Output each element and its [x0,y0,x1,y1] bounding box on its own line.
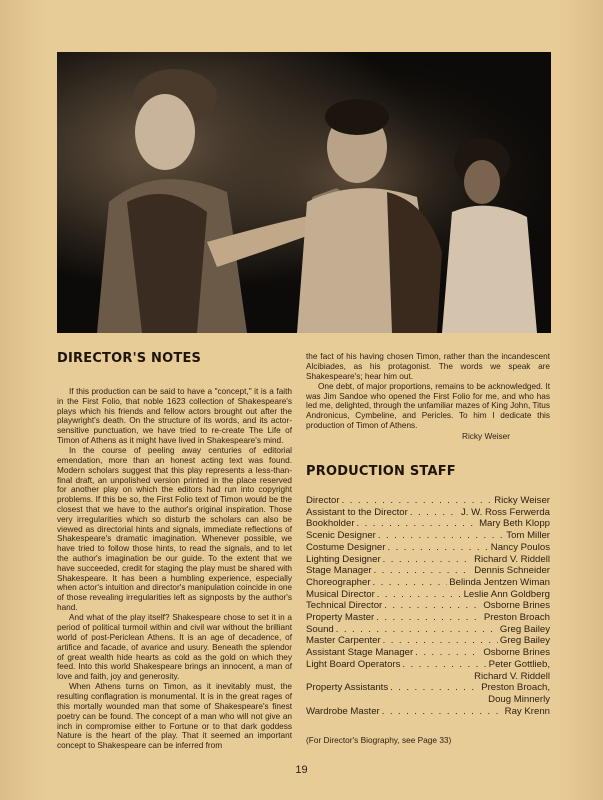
notes-paragraph: If this production can be said to have a "concept," it is a faith in the First Folio, that noble 1623 collection of Shakespeare's plays which his friends and fellow actors brought out after the playwright's death. On the structure of its words, and its actor-sensitive punctuation, we have tried to re-create The Life of Timon of Athens as it might have lived in Shakespeare's mind. [57,387,292,445]
staff-row-continuation: Doug Minnerly [488,693,550,705]
directors-notes-column-1 [57,387,292,751]
staff-row: Sound . . . Greg Bailey [306,624,550,636]
notes-paragraph: And what of the play itself? Shakespeare chose to set it in a period of political turmoil within and civil war without the brilliant world of post-Periclean Athens. It is an age of decadence, of artifice and facade, of avarice and usury. Beneath the splendor of great wealth hide hearts as cold as the gold on which they feed. Into this world Shakespeare brings an innocent, a man of love and faith, joy and generosity. [57,613,292,682]
staff-row: Scenic Designer . . . Tom Miller [306,530,550,542]
staff-row: Stage Manager . . . Dennis Schneider [306,565,550,577]
director-signature: Ricky Weiser [462,431,510,441]
staff-row: Director . . . Ricky Weiser [306,495,550,507]
notes-paragraph: In the course of peeling away centuries of editorial emendation, more than an honest acting text was found. Modern scholars suggest that this play represents a less-than-final draft, an unpolished version printed in the place reserved for another play on which the editors had run into copyright problems. If this be so, the First Folio text of Timon would be the closest that we have to the author's original inspiration. Those very irregularities which so disturb the scholars can also be viewed as directorial hints and signals, immediate reflections of Shakespeare's dramatic imagination. Whenever possible, we have tried to follow those hints, to read the signals, and to let the author's imagination be our guide. To the extent that we have succeeded, credit for staging the play must be shared with Shakespeare. It has been a humbling experience, especially when actor's intuition and director's manipulation coincide in one of those revealing irregularities left as signposts by the author's hand. [57,446,292,613]
staff-row: Light Board Operators . . . Peter Gottlieb, [306,659,550,671]
page-number: 19 [295,764,308,776]
staff-row-continuation: Richard V. Riddell [474,670,550,682]
stage-photo-image [57,52,551,333]
notes-paragraph: One debt, of major proportions, remains to be acknowledged. It was Jim Sandoe who opened the First Folio for me, and who has led me, delighted, through the unfamiliar mazes of King John, Titus Andronicus, Cymbeline, and Pericles. To him I dedicate this production of Timon of Athens. [306,381,550,431]
stage-photo [57,52,551,333]
staff-row: Choreographer . . . Belinda Jentzen Wiman [306,577,550,589]
staff-row: Bookholder . . . Mary Beth Klopp [306,518,550,530]
staff-row: Musical Director . . . Leslie Ann Goldberg [306,589,550,601]
biography-note: (For Director's Biography, see Page 33) [306,735,452,745]
staff-row: Property Assistants . . . Preston Broach, [306,682,550,694]
staff-row: Property Master . . . Preston Broach [306,612,550,624]
staff-row: Master Carpenter . . . Greg Bailey [306,635,550,647]
directors-notes-heading: DIRECTOR'S NOTES [57,350,202,367]
notes-paragraph: When Athens turns on Timon, as it inevitably must, the resulting conflagration is monumental. It is in the great rages of this mortally wounded man that some of Shakespeare's finest poetry can be found. The concept of a man who will not give an inch in compromise either to Fortune or to that dark goddess Nature is the heart of the play. That it seemed an important concept to Shakespeare can be inferred from [57,682,292,751]
directors-notes-column-2 [306,352,550,442]
production-staff-list [306,495,550,717]
notes-paragraph: the fact of his having chosen Timon, rather than the incandescent Alcibiades, as his protagonist. The words we speak are Shakespeare's; hear him out. [306,352,550,381]
staff-row: Costume Designer . . . Nancy Poulos [306,542,550,554]
production-staff-heading: PRODUCTION STAFF [306,463,456,480]
staff-row: Assistant to the Director . . . J. W. Ross Ferwerda [306,507,550,519]
staff-row: Technical Director . . . Osborne Brines [306,600,550,612]
staff-row: Wardrobe Master . . . Ray Krenn [306,706,550,718]
staff-row: Lighting Designer . . . Richard V. Riddell [306,554,550,566]
staff-row: Assistant Stage Manager . . . Osborne Brines [306,647,550,659]
